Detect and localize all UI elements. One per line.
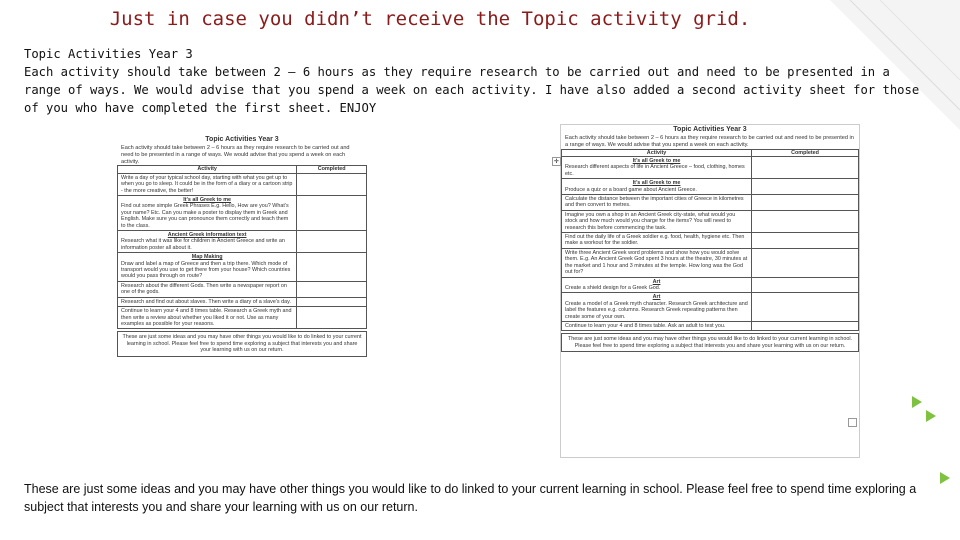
activity-text: Research what it was like for children in Ancient Greece and write an information poster all about it. bbox=[121, 238, 285, 251]
activity-cell bbox=[118, 281, 297, 297]
completed-cell bbox=[752, 210, 859, 232]
intro-body: Each activity should take between 2 – 6 hours as they require research to be carried out and need to be presented in a range of ways. We would advise that you spend a week on each activity. I have also added a second activity sheet for those of you who have completed the first sheet. ENJOY bbox=[24, 65, 920, 115]
sheet1-intro: Each activity should take between 2 – 6 hours as they require research to be carried out and need to be presented in a range of ways. We would advise that you spend a week on each activity. bbox=[121, 145, 350, 165]
completed-cell bbox=[297, 307, 367, 329]
activity-cell bbox=[118, 297, 297, 306]
activity-cell bbox=[562, 157, 752, 179]
completed-cell bbox=[752, 321, 859, 330]
table-row bbox=[118, 231, 367, 253]
activity-text: Continue to learn your 4 and 8 times table. Ask an adult to test you. bbox=[565, 322, 726, 329]
slide-title: Just in case you didn’t receive the Topic activity grid. bbox=[109, 8, 751, 30]
table-row bbox=[118, 196, 367, 231]
sheet2-col-activity: Activity bbox=[562, 149, 752, 156]
section-heading: It’s all Greek to me bbox=[632, 180, 681, 187]
activity-text: Research different aspects of life in Ancient Greece – food, clothing, homes etc. bbox=[565, 164, 745, 177]
completed-cell bbox=[297, 173, 367, 195]
section-heading: Ancient Greek information text bbox=[167, 232, 247, 239]
sheet2-title: Topic Activities Year 3 bbox=[673, 126, 747, 133]
sheet2-table-body bbox=[562, 157, 859, 331]
sheet1-table bbox=[117, 165, 367, 329]
completed-cell bbox=[752, 179, 859, 195]
sheet2-intro: Each activity should take between 2 – 6 hours as they require research to be carried out and need to be presented in a range of ways. We would advise that you spend a week on each activity. bbox=[565, 135, 854, 148]
table-row bbox=[118, 173, 367, 195]
section-heading: Art bbox=[652, 278, 661, 285]
completed-cell bbox=[752, 157, 859, 179]
table-row bbox=[562, 321, 859, 330]
activity-cell bbox=[118, 307, 297, 329]
activity-cell bbox=[562, 321, 752, 330]
arrow-icon-1 bbox=[912, 396, 922, 408]
activity-text: Imagine you own a shop in an Ancient Greek city-state, what would you stock and how much would you charge for the items? You will need to research this before commencing the task. bbox=[565, 211, 736, 231]
activity-cell bbox=[118, 253, 297, 282]
activity-text: Continue to learn your 4 and 8 times table. Research a Greek myth and then write a review about whether you liked it or not. Use as many examples as possible for your reasons. bbox=[121, 308, 292, 327]
table-row bbox=[118, 253, 367, 282]
activity-cell bbox=[118, 231, 297, 253]
sheet2-table bbox=[561, 149, 859, 332]
completed-cell bbox=[297, 297, 367, 306]
completed-cell bbox=[752, 293, 859, 322]
activity-text: Find out some simple Greek Phrases E.g. Hello, How are you? What’s your name? Etc. Can you make a poster to display them in Greek and English. Make sure you can pronounce them correctly and teach them to the class. bbox=[121, 203, 289, 229]
activity-text: Calculate the distance between the important cities of Greece in kilometres and then convert to metres. bbox=[565, 196, 744, 209]
activity-cell bbox=[562, 179, 752, 195]
activity-text: Research and find out about slaves. Then write a diary of a slave’s day. bbox=[121, 298, 291, 305]
table-row bbox=[118, 281, 367, 297]
activity-cell bbox=[562, 277, 752, 293]
activity-text: Create a model of a Greek myth character. Research Greek architecture and label the features e.g. columns. Research Greek repeating patterns then create some of your own. bbox=[565, 300, 748, 320]
activity-text: Write three Ancient Greek word problems and show how you would solve them. E.g. An Ancient Greek God spent 3 hours at the theatre, 30 minutes at the market and 1 hour and 3 minutes at the temple. How long was the God out for? bbox=[565, 249, 748, 276]
completed-cell bbox=[297, 253, 367, 282]
table-row bbox=[562, 210, 859, 232]
sheet1-col-activity: Activity bbox=[118, 166, 297, 173]
activity-cell bbox=[562, 248, 752, 277]
footer-text: These are just some ideas and you may have other things you would like to do linked to your current learning in school. Please feel free to spend time exploring a subject that interests you and share your learning with us on our return. bbox=[24, 482, 917, 514]
activity-cell bbox=[118, 173, 297, 195]
table-row bbox=[562, 277, 859, 293]
activity-cell bbox=[562, 210, 752, 232]
resize-handle-icon[interactable] bbox=[848, 418, 857, 427]
completed-cell bbox=[752, 195, 859, 211]
activity-sheet-1 bbox=[117, 135, 367, 443]
completed-cell bbox=[752, 277, 859, 293]
section-heading: It’s all Greek to me bbox=[183, 197, 231, 204]
intro-heading: Topic Activities Year 3 bbox=[24, 47, 193, 61]
activity-text: Research about the different Gods. Then write a newspaper report on one of the gods. bbox=[121, 282, 287, 296]
activity-text: Write a day of your typical school day, starting with what you get up to when you go to sleep. It could be in the form of a diary or a cartoon strip - the more creative, the better! bbox=[121, 174, 293, 194]
sheet1-table-body bbox=[118, 173, 367, 329]
sheet2-col-completed: Completed bbox=[752, 149, 859, 156]
activity-cell bbox=[562, 195, 752, 211]
completed-cell bbox=[297, 196, 367, 231]
activity-text: Produce a quiz or a board game about Ancient Greece. bbox=[565, 186, 697, 193]
activity-cell bbox=[562, 293, 752, 322]
section-heading: Art bbox=[652, 294, 661, 301]
intro-text bbox=[24, 45, 924, 117]
sheet1-col-completed: Completed bbox=[297, 166, 367, 173]
table-row bbox=[562, 293, 859, 322]
arrow-icon-2 bbox=[926, 410, 936, 422]
arrow-icon-3 bbox=[940, 472, 950, 484]
sheet2-footer: These are just some ideas and you may have other things you would like to do linked to your current learning in school. Please feel free to spend time exploring a subject that interests you and share your learning with us on our return. bbox=[561, 333, 859, 352]
completed-cell bbox=[752, 248, 859, 277]
activity-text: Find out the daily life of a Greek soldier e.g. food, health, hygiene etc. Then make a workout for the soldier. bbox=[565, 234, 745, 247]
table-row bbox=[562, 157, 859, 179]
completed-cell bbox=[297, 231, 367, 253]
table-row bbox=[562, 248, 859, 277]
activity-cell bbox=[562, 233, 752, 249]
sheet1-footer: These are just some ideas and you may have other things you would like to do linked to your current learning in school. Please feel free to spend time exploring a subject that interests you and share your learning with us on our return. bbox=[117, 331, 367, 356]
activity-cell bbox=[118, 196, 297, 231]
completed-cell bbox=[752, 233, 859, 249]
completed-cell bbox=[297, 281, 367, 297]
activity-text: Create a shield design for a Greek God. bbox=[565, 284, 661, 291]
section-heading: Map Making bbox=[191, 254, 223, 261]
section-heading: It’s all Greek to me bbox=[632, 158, 681, 164]
table-row bbox=[118, 307, 367, 329]
table-row bbox=[562, 195, 859, 211]
table-row bbox=[562, 233, 859, 249]
table-row bbox=[118, 297, 367, 306]
sheet1-title: Topic Activities Year 3 bbox=[205, 136, 279, 143]
activity-text: Draw and label a map of Greece and then a trip there. Which mode of transport would you use to get there from your house? Which countries would you pass through on route? bbox=[121, 260, 291, 280]
activity-sheet-2 bbox=[560, 124, 860, 458]
table-row bbox=[562, 179, 859, 195]
move-handle-icon[interactable]: ✛ bbox=[553, 158, 560, 165]
